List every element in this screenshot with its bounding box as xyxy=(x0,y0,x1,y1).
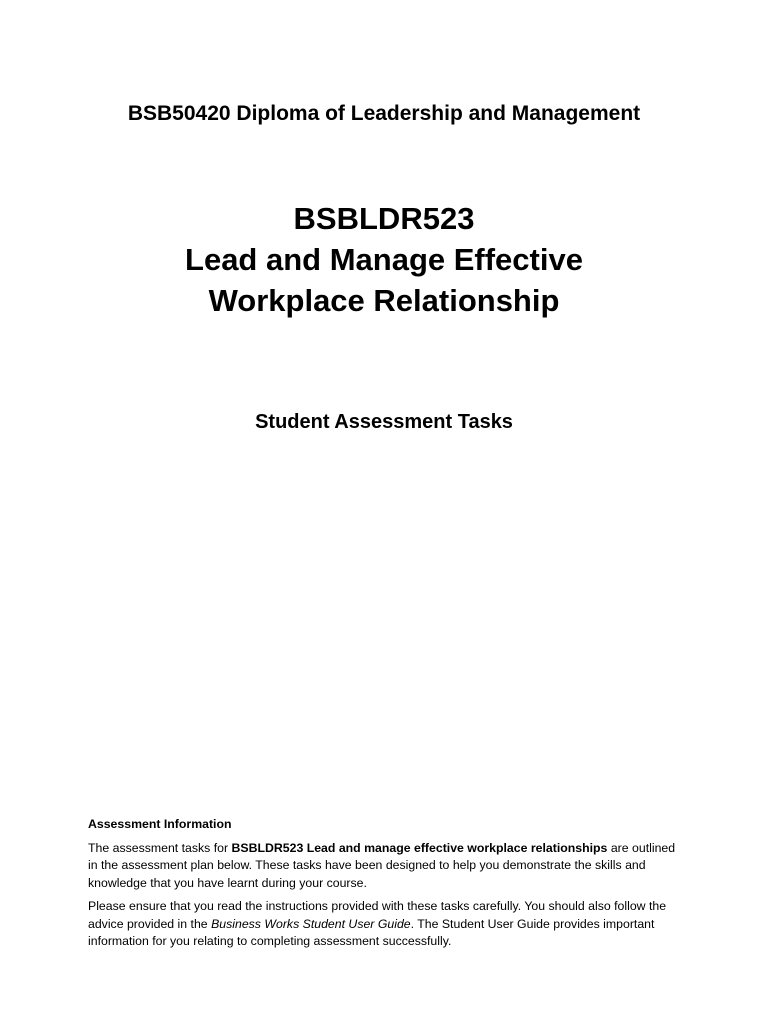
unit-code: BSBLDR523 xyxy=(293,201,475,236)
document-subtitle: Student Assessment Tasks xyxy=(255,411,513,433)
unit-reference: BSBLDR523 Lead and manage effective workplace relationships xyxy=(231,840,608,855)
assessment-information-heading: Assessment Information xyxy=(88,817,232,831)
assessment-information-paragraph-1 xyxy=(88,840,688,893)
unit-title-block xyxy=(0,198,768,321)
paragraph-2-prefix: Please ensure that you read the instructions provided with these tasks carefully. You should also follow the advice provided in the xyxy=(88,899,667,931)
assessment-information-paragraph-2 xyxy=(88,898,688,951)
paragraph-1-prefix: The assessment tasks for xyxy=(88,840,232,855)
paragraph-2-suffix: . The Student User Guide provides important information for you relating to completing assessment successfully. xyxy=(88,916,655,948)
diploma-title: BSB50420 Diploma of Leadership and Management xyxy=(127,102,641,125)
unit-title-line-2: Workplace Relationship xyxy=(208,283,560,318)
user-guide-reference: Business Works Student User Guide xyxy=(211,916,411,931)
unit-title-line-1: Lead and Manage Effective xyxy=(185,242,583,277)
assessment-information-section xyxy=(88,816,688,957)
paragraph-1-suffix: are outlined in the assessment plan below. These tasks have been designed to help you demonstrate the skills and knowledge that you have learnt during your course. xyxy=(88,840,676,890)
